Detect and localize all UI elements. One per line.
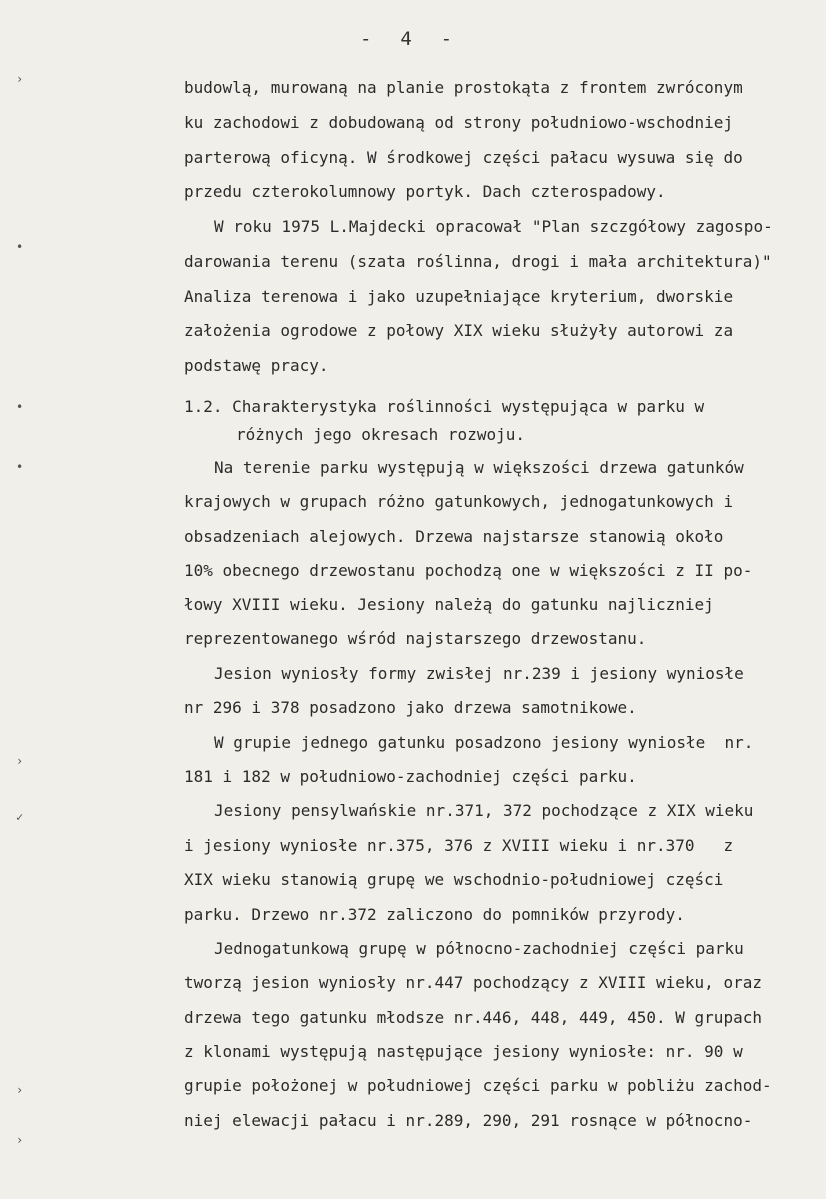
text-line: obsadzeniach alejowych. Drzewa najstarsze stanowią około (184, 527, 724, 546)
text-line: podstawę pracy. (184, 356, 329, 375)
section-heading: różnych jego okresach rozwoju. (236, 425, 525, 444)
text-line: W grupie jednego gatunku posadzono jesiony wyniosłe nr. (214, 733, 754, 752)
text-line: grupie położonej w południowej części parku w pobliżu zachod- (184, 1076, 772, 1095)
text-line: XIX wieku stanowią grupę we wschodnio-południowej części (184, 870, 724, 889)
margin-mark: › (16, 72, 24, 86)
text-line: darowania terenu (szata roślinna, drogi i mała architektura)" (184, 252, 772, 271)
margin-mark: • (16, 240, 24, 254)
text-line: Jednogatunkową grupę w północno-zachodniej części parku (214, 939, 744, 958)
text-line: przedu czterokolumnowy portyk. Dach czterospadowy. (184, 182, 666, 201)
text-line: Jesion wyniosły formy zwisłej nr.239 i jesiony wyniosłe (214, 664, 744, 683)
text-line: reprezentowanego wśród najstarszego drzewostanu. (184, 629, 647, 648)
section-heading: 1.2. Charakterystyka roślinności występująca w parku w (184, 397, 705, 416)
margin-mark: ✓ (16, 810, 24, 824)
text-line: nr 296 i 378 posadzono jako drzewa samotnikowe. (184, 698, 637, 717)
text-line: Analiza terenowa i jako uzupełniające kryterium, dworskie (184, 287, 734, 306)
text-line: drzewa tego gatunku młodsze nr.446, 448, 449, 450. W grupach (184, 1008, 762, 1027)
text-line: niej elewacji pałacu i nr.289, 290, 291 rosnące w północno- (184, 1111, 753, 1130)
text-line: łowy XVIII wieku. Jesiony należą do gatunku najliczniej (184, 595, 714, 614)
text-line: parterową oficyną. W środkowej części pałacu wysuwa się do (184, 148, 743, 167)
text-line: i jesiony wyniosłe nr.375, 376 z XVIII wieku i nr.370 z (184, 836, 734, 855)
text-line: 10% obecnego drzewostanu pochodzą one w większości z II po- (184, 561, 753, 580)
text-line: budowlą, murowaną na planie prostokąta z frontem zwróconym (184, 78, 743, 97)
text-line: parku. Drzewo nr.372 zaliczono do pomników przyrody. (184, 905, 685, 924)
text-line: założenia ogrodowe z połowy XIX wieku służyły autorowi za (184, 321, 734, 340)
text-line: krajowych w grupach różno gatunkowych, jednogatunkowych i (184, 492, 734, 511)
text-line: 181 i 182 w południowo-zachodniej części parku. (184, 767, 637, 786)
margin-mark: • (16, 400, 24, 414)
margin-mark: › (16, 1083, 24, 1097)
text-line: Jesiony pensylwańskie nr.371, 372 pochodzące z XIX wieku (214, 801, 754, 820)
margin-mark: › (16, 754, 24, 768)
margin-mark: • (16, 460, 24, 474)
page-number: - 4 - (360, 28, 455, 50)
text-line: ku zachodowi z dobudowaną od strony południowo-wschodniej (184, 113, 734, 132)
margin-mark: › (16, 1133, 24, 1147)
text-line: W roku 1975 L.Majdecki opracował "Plan szczgółowy zagospo- (214, 217, 773, 236)
text-line: Na terenie parku występują w większości drzewa gatunków (214, 458, 744, 477)
text-line: z klonami występują następujące jesiony wyniosłe: nr. 90 w (184, 1042, 743, 1061)
text-line: tworzą jesion wyniosły nr.447 pochodzący z XVIII wieku, oraz (184, 973, 762, 992)
